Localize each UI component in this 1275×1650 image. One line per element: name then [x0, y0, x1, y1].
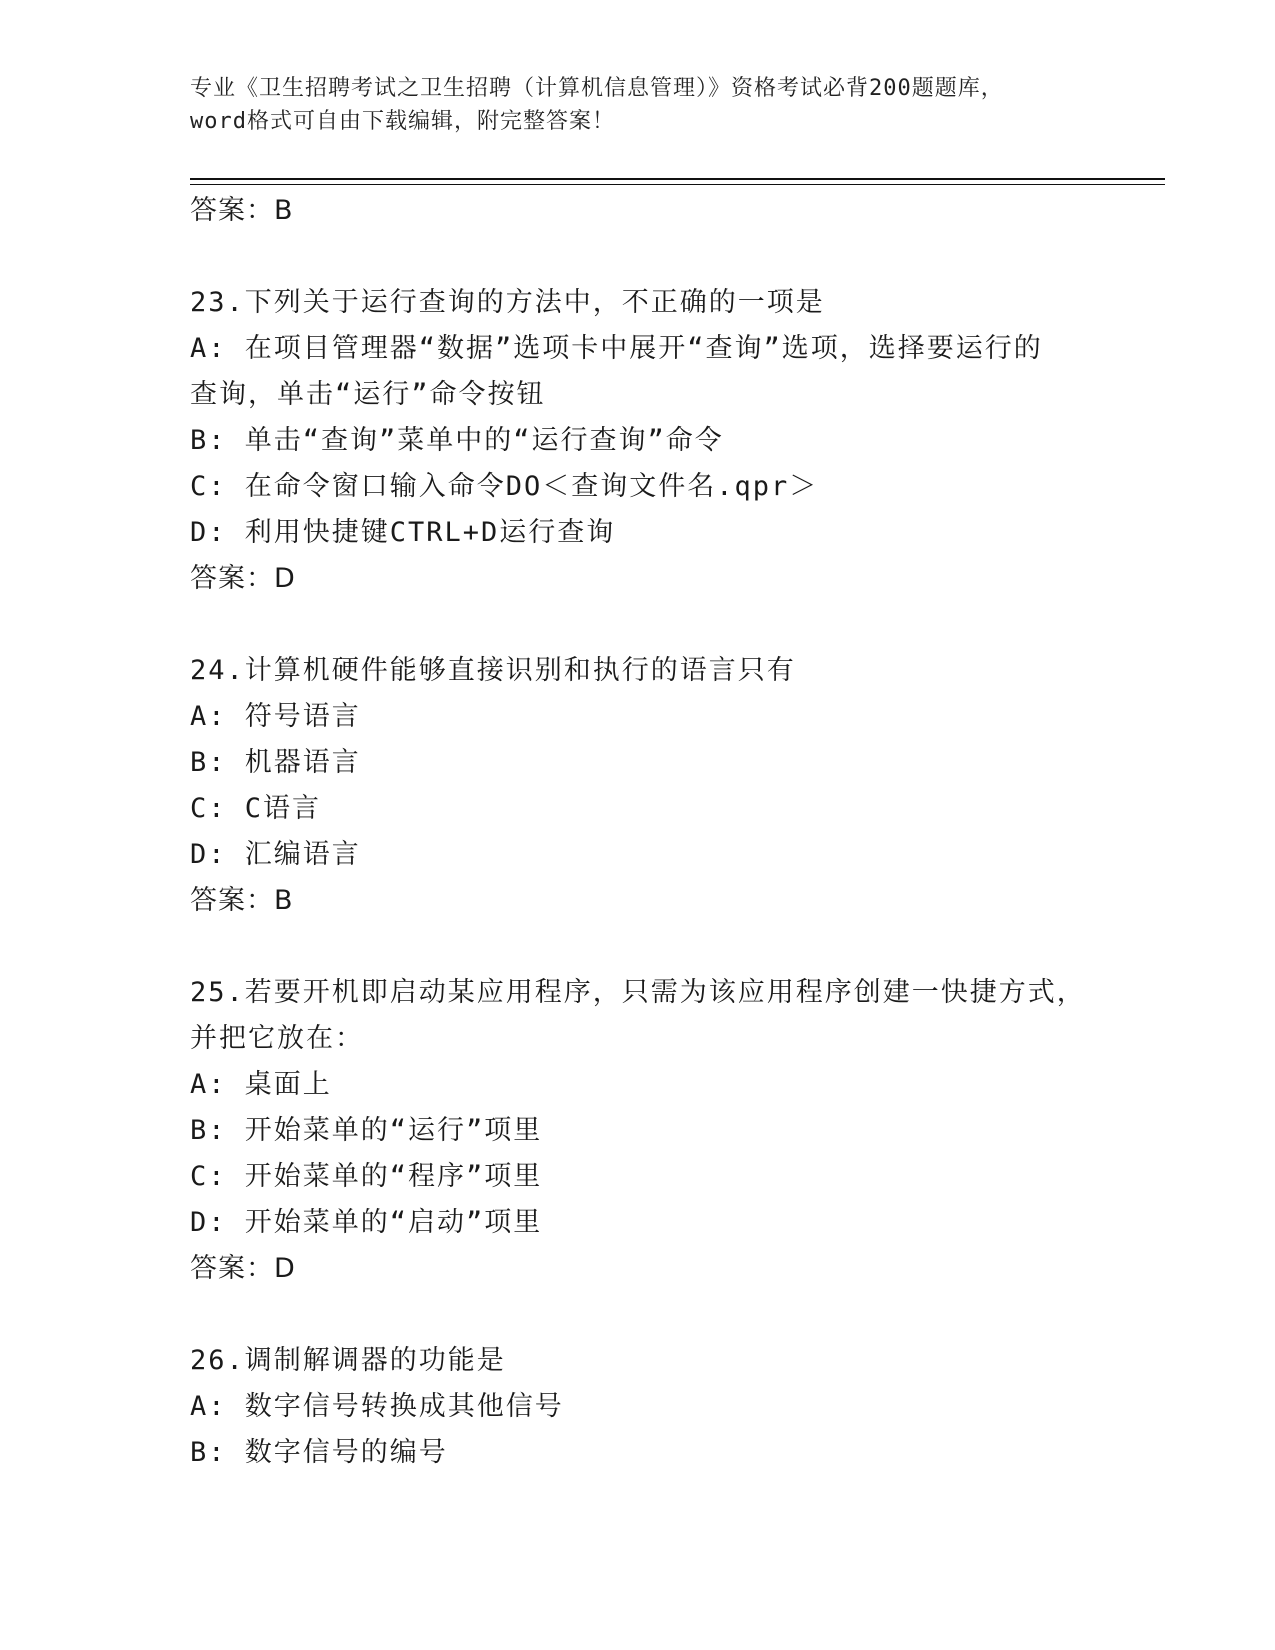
- option-c: C: 在命令窗口输入命令DO＜查询文件名.qpr＞: [190, 471, 819, 502]
- option-a: A: 在项目管理器“数据”选项卡中展开“查询”选项，选择要运行的: [190, 333, 1043, 364]
- document-header: [190, 72, 1090, 138]
- question-block: [190, 280, 1150, 602]
- answer-line: 答案：B: [190, 195, 294, 226]
- option-d: D: 开始菜单的“启动”项里: [190, 1207, 543, 1238]
- question-stem: 24.计算机硬件能够直接识别和执行的语言只有: [190, 655, 796, 686]
- header-line-2: word格式可自由下载编辑，附完整答案！: [190, 109, 615, 134]
- answer-line: 答案：D: [190, 563, 296, 594]
- question-block: [190, 648, 1150, 924]
- question-list: [190, 188, 1150, 1476]
- question-stem: 25.若要开机即启动某应用程序，只需为该应用程序创建一快捷方式，: [190, 977, 1086, 1008]
- question-block: [190, 1338, 1150, 1476]
- option-b: B: 机器语言: [190, 747, 361, 778]
- header-divider-thick: [190, 178, 1165, 180]
- header-divider-thin: [190, 184, 1165, 185]
- spacer: [190, 1292, 1150, 1338]
- answer-line: 答案：B: [190, 885, 294, 916]
- header-line-1: 专业《卫生招聘考试之卫生招聘（计算机信息管理）》资格考试必背200题题库，: [190, 76, 1004, 101]
- option-d: D: 利用快捷键CTRL+D运行查询: [190, 517, 616, 548]
- option-c: C: 开始菜单的“程序”项里: [190, 1161, 543, 1192]
- spacer: [190, 924, 1150, 970]
- option-a: A: 桌面上: [190, 1069, 332, 1100]
- option-b: B: 开始菜单的“运行”项里: [190, 1115, 543, 1146]
- question-stem-continued: 并把它放在：: [190, 1023, 364, 1054]
- question-stem: 23.下列关于运行查询的方法中，不正确的一项是: [190, 287, 825, 318]
- question-block: [190, 970, 1150, 1292]
- option-a: A: 符号语言: [190, 701, 361, 732]
- option-a-continued: 查询，单击“运行”命令按钮: [190, 379, 546, 410]
- question-stem: 26.调制解调器的功能是: [190, 1345, 506, 1376]
- option-c: C: C语言: [190, 793, 322, 824]
- spacer: [190, 234, 1150, 280]
- option-d: D: 汇编语言: [190, 839, 361, 870]
- spacer: [190, 602, 1150, 648]
- option-b: B: 单击“查询”菜单中的“运行查询”命令: [190, 425, 724, 456]
- option-b: B: 数字信号的编号: [190, 1437, 448, 1468]
- option-a: A: 数字信号转换成其他信号: [190, 1391, 564, 1422]
- answer-line: 答案：D: [190, 1253, 296, 1284]
